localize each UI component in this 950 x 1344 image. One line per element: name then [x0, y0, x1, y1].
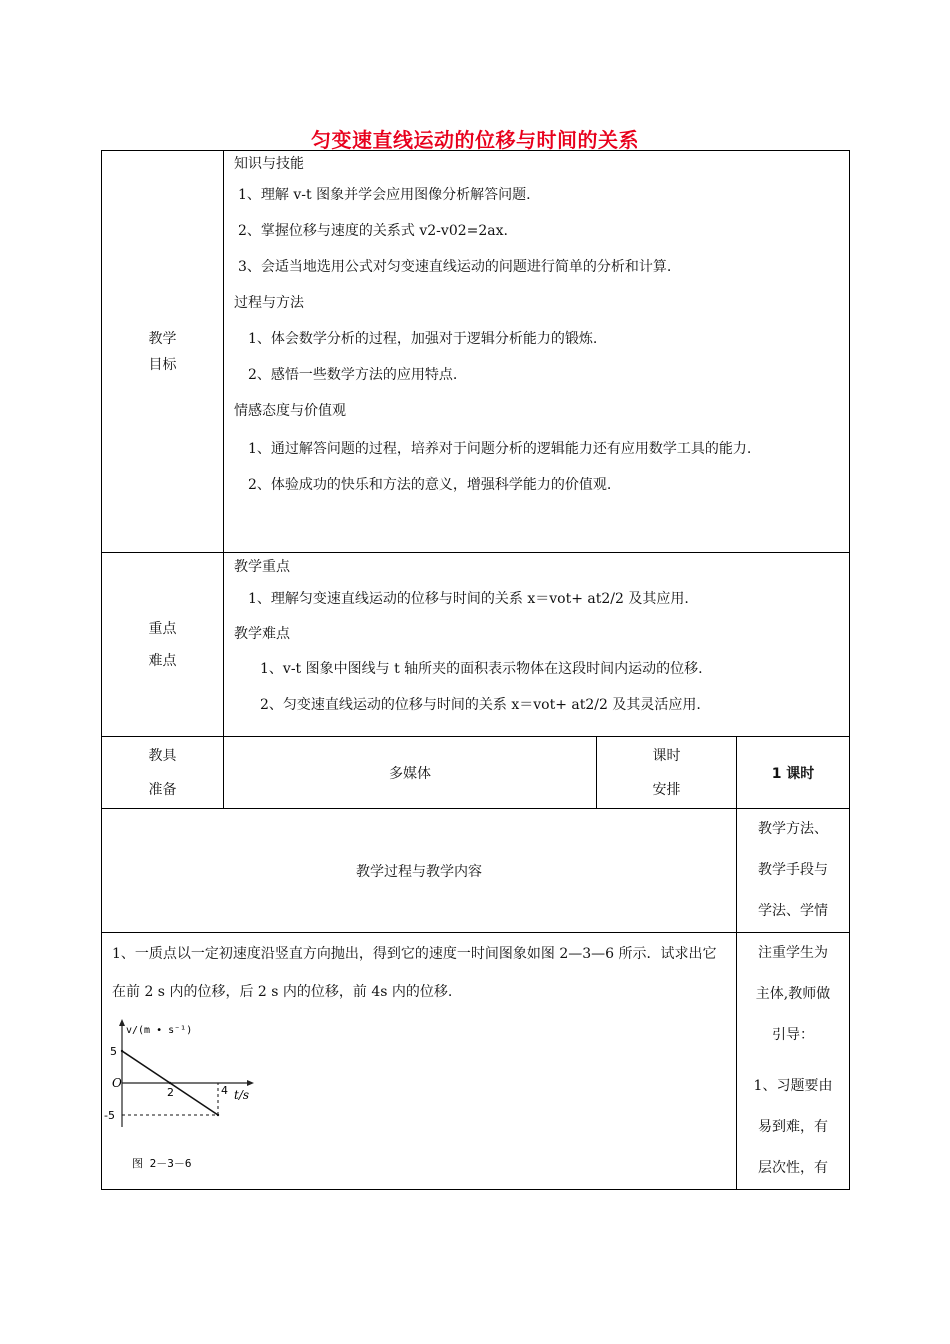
objective-item: 2、体验成功的快乐和方法的意义，增强科学能力的价值观.	[248, 477, 612, 493]
focus-heading: 教学重点	[234, 559, 290, 575]
keypoints-row	[102, 553, 850, 737]
keypoints-content	[224, 553, 850, 737]
objective-item: 1、通过解答问题的过程，培养对于问题分析的逻辑能力还有应用数学工具的能力.	[248, 441, 752, 457]
process-header-row	[102, 809, 850, 933]
x-axis-label: t/s	[234, 1088, 250, 1102]
origin-label: O	[112, 1076, 122, 1090]
objective-item: 1、体会数学分析的过程，加强对于逻辑分析能力的锻炼.	[248, 331, 598, 347]
lesson-plan-table	[101, 150, 850, 1190]
method-header	[737, 809, 850, 933]
note-line: 引导：	[772, 1027, 814, 1043]
objectives-label-line1: 教学	[148, 330, 177, 347]
focus-item: 1、理解匀变速直线运动的位移与时间的关系 x＝vot+ at2/2 及其应用.	[248, 591, 689, 607]
problem-text: 1、一质点以一定初速度沿竖直方向抛出，得到它的速度一时间图象如图 2—3—6 所示．试求出它在前 2 s 内的位移，后 2 s 内的位移，前 4s 内的位移.	[112, 946, 717, 1000]
prep-value: 多媒体	[224, 737, 597, 809]
schedule-value: 1 课时	[737, 737, 850, 809]
tick-label-x: 4	[221, 1084, 228, 1097]
method-header-line: 教学手段与	[758, 862, 828, 878]
schedule-label-line2: 安排	[652, 781, 681, 798]
problem-content	[102, 933, 737, 1190]
vt-graph	[102, 1015, 262, 1175]
objectives-content	[224, 151, 850, 553]
note-line: 1、习题要由	[753, 1078, 833, 1094]
y-axis-arrow	[119, 1019, 125, 1026]
figure-caption: 图 2－3－6	[132, 1157, 192, 1170]
prep-row	[102, 737, 850, 809]
note-line: 主体,教师做	[755, 986, 831, 1002]
objective-item: 2、掌握位移与速度的关系式 v2-v02=2ax.	[238, 223, 508, 239]
section-heading: 过程与方法	[234, 295, 304, 311]
difficulty-heading: 教学难点	[234, 626, 290, 642]
method-header-line: 教学方法、	[758, 821, 828, 837]
objective-item: 1、理解 v-t 图象并学会应用图像分析解答问题.	[238, 187, 531, 203]
difficulty-item: 2、匀变速直线运动的位移与时间的关系 x＝vot+ at2/2 及其灵活应用.	[260, 697, 701, 713]
section-heading: 知识与技能	[234, 156, 304, 172]
process-header: 教学过程与教学内容	[102, 809, 737, 933]
objectives-label-line2: 目标	[148, 356, 177, 373]
method-header-line: 学法、学情	[758, 903, 828, 919]
x-axis-arrow	[247, 1080, 254, 1086]
objectives-label	[102, 151, 224, 553]
schedule-label	[597, 737, 737, 809]
page-title: 匀变速直线运动的位移与时间的关系	[311, 128, 639, 152]
difficulty-item: 1、v-t 图象中图线与 t 轴所夹的面积表示物体在这段时间内运动的位移.	[260, 661, 703, 677]
keypoints-label-line1: 重点	[148, 620, 177, 637]
data-point	[121, 1050, 123, 1052]
teaching-notes	[737, 933, 850, 1190]
note-line: 注重学生为	[758, 945, 828, 961]
data-point	[169, 1082, 171, 1084]
note-line: 层次性，有	[758, 1160, 828, 1176]
objective-item: 3、会适当地选用公式对匀变速直线运动的问题进行简单的分析和计算.	[238, 259, 672, 275]
prep-label	[102, 737, 224, 809]
section-heading: 情感态度与价值观	[234, 403, 346, 419]
note-line: 易到难，有	[758, 1119, 828, 1135]
objectives-row	[102, 151, 850, 553]
tick-label-y: 5	[110, 1045, 117, 1058]
keypoints-label-line2: 难点	[148, 652, 177, 669]
tick-label-x: 2	[167, 1086, 174, 1099]
prep-label-line2: 准备	[148, 781, 177, 798]
tick-label-y: -5	[104, 1109, 115, 1122]
objective-item: 2、感悟一些数学方法的应用特点.	[248, 367, 458, 383]
schedule-label-line1: 课时	[652, 747, 681, 764]
vt-graph-figure	[102, 1015, 262, 1175]
problem-row	[102, 933, 850, 1190]
prep-label-line1: 教具	[148, 747, 177, 764]
keypoints-label	[102, 553, 224, 737]
y-axis-label: v/(m • s⁻¹)	[126, 1025, 193, 1036]
